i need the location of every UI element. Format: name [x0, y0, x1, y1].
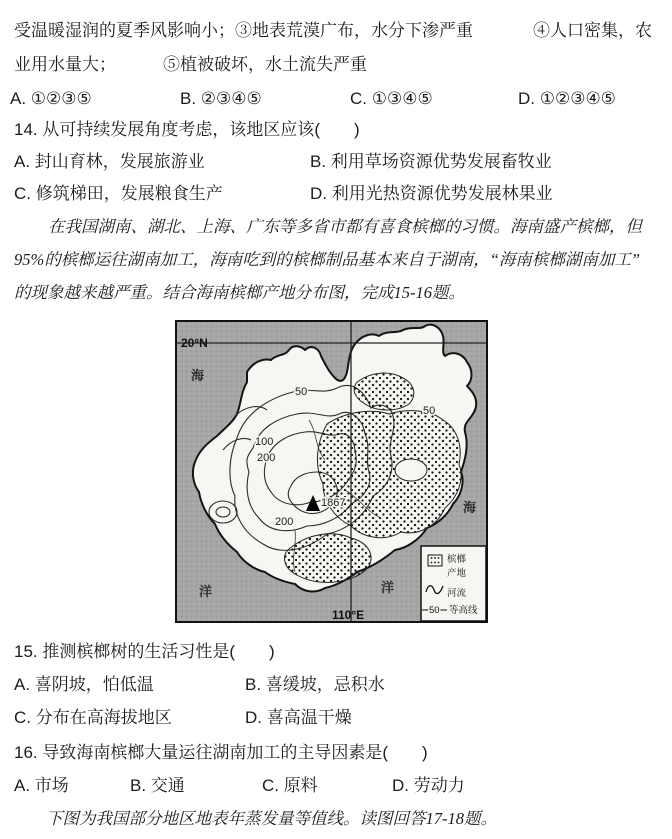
legend-contour-label: 等高线 — [449, 605, 478, 616]
q13-option-a: A. ①②③⑤ — [10, 89, 92, 108]
legend-produce-label-2: 产地 — [447, 568, 467, 579]
q16-option-a: A. 市场 — [14, 776, 69, 795]
sea-label-se: 洋 — [381, 580, 395, 595]
intro-line2-part2: ⑤植被破坏，水土流失严重 — [163, 55, 367, 74]
latitude-label: 20°N — [181, 336, 208, 350]
longitude-label: 110°E — [332, 608, 365, 622]
q14-option-d: D. 利用光热资源优势发展林果业 — [310, 184, 553, 203]
question-16-stem: 16. 导致海南槟榔大量运往湖南加工的主导因素是( ) — [14, 743, 428, 762]
sea-label-sw: 洋 — [199, 584, 213, 599]
q15-option-c: C. 分布在高海拔地区 — [14, 708, 172, 727]
next-figure-leadin: 下图为我国部分地区地表年蒸发量等值线。读图回答17-18题。 — [46, 809, 497, 828]
question-15-stem: 15. 推测槟榔树的生活习性是( ) — [14, 642, 275, 661]
hainan-map — [175, 320, 488, 623]
q14-option-b: B. 利用草场资源优势发展畜牧业 — [310, 152, 552, 171]
map-legend — [421, 546, 486, 621]
contour-label-50: 50 — [295, 386, 308, 398]
question-14-stem: 14. 从可持续发展角度考虑，该地区应该( ) — [14, 120, 360, 139]
sea-label-e: 海 — [463, 500, 477, 515]
intro-line1-part1: 受温暖湿润的夏季风影响小；③地表荒漠广布，水分下渗严重 — [14, 21, 473, 40]
sea-label-nw: 海 — [191, 368, 205, 383]
intro-line1-part2: ④人口密集，农 — [533, 21, 652, 40]
contour-label-200a: 200 — [257, 452, 276, 464]
q15-option-b: B. 喜缓坡，忌积水 — [245, 675, 385, 694]
legend-produce-label-1: 槟榔 — [447, 554, 467, 565]
legend-river-label: 河流 — [447, 588, 467, 599]
intro-line2-part1: 业用水量大； — [14, 55, 116, 74]
q16-option-c: C. 原料 — [262, 776, 318, 795]
legend-produce-icon — [428, 555, 442, 566]
passage-line2: 95%的槟榔运往湖南加工，海南吃到的槟榔制品基本来自于湖南，“海南槟榔湖南加工” — [14, 250, 641, 269]
q16-option-d: D. 劳动力 — [392, 776, 465, 795]
passage-line3: 的现象越来越严重。结合海南槟榔产地分布图，完成15-16题。 — [14, 283, 465, 302]
q13-option-d: D. ①②③④⑤ — [518, 89, 616, 108]
legend-contour-sample: 50 — [429, 605, 440, 616]
peak-elevation-label: 1867 — [321, 497, 346, 509]
contour-label-200b: 200 — [275, 516, 294, 528]
q15-option-a: A. 喜阴坡，怕低温 — [14, 675, 154, 694]
q13-option-c: C. ①③④⑤ — [350, 89, 433, 108]
q16-option-b: B. 交通 — [130, 776, 185, 795]
contour-label-100: 100 — [255, 436, 274, 448]
q14-option-a: A. 封山育林，发展旅游业 — [14, 152, 205, 171]
q15-option-d: D. 喜高温干燥 — [245, 708, 352, 727]
contour-label-50e: 50 — [423, 405, 436, 417]
passage-line1: 在我国湖南、湖北、上海、广东等多省市都有喜食槟榔的习惯。海南盛产槟榔，但 — [48, 217, 642, 236]
q13-option-b: B. ②③④⑤ — [180, 89, 262, 108]
q14-option-c: C. 修筑梯田，发展粮食生产 — [14, 184, 223, 203]
